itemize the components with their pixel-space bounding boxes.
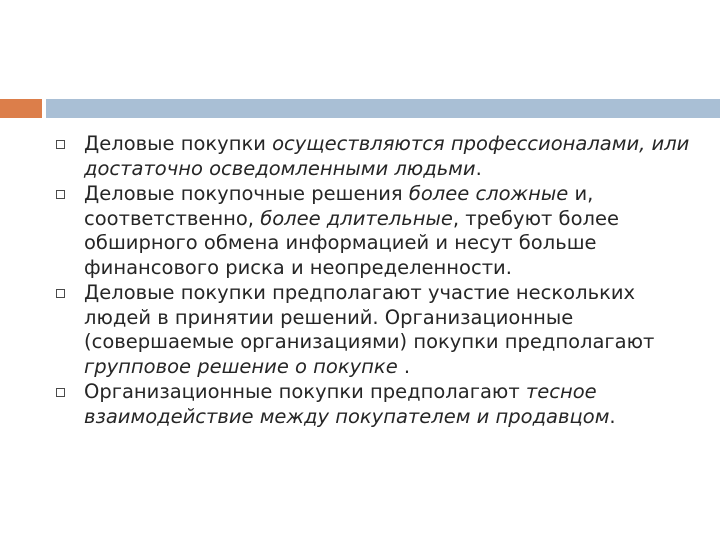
header-accent-orange	[0, 99, 42, 118]
square-bullet-icon	[56, 388, 65, 397]
square-bullet-icon	[56, 190, 65, 199]
square-bullet-icon	[56, 140, 65, 149]
bullet-text-segment-italic: осуществляются профессионалами, или достаточно осведомленными людьми	[84, 132, 690, 180]
header-accent-blue	[46, 99, 720, 118]
bullet-item	[56, 132, 696, 181]
square-bullet-icon	[56, 289, 65, 298]
bullet-text-segment: .	[475, 156, 482, 180]
bullet-text-segment-italic: групповое решение о покупке	[84, 354, 398, 378]
bullet-item	[56, 380, 696, 429]
bullet-text-segment: Деловые покупки	[84, 132, 273, 155]
bullet-list	[56, 132, 696, 430]
bullet-text-segment: .	[397, 354, 411, 378]
bullet-item	[56, 281, 696, 379]
bullet-text-segment: Организационные покупки предполагают	[84, 380, 526, 403]
bullet-text-segment: Деловые покупочные решения	[84, 182, 409, 205]
bullet-text-segment-italic: более сложные	[408, 182, 569, 205]
bullet-text-segment: .	[609, 404, 616, 428]
bullet-item	[56, 182, 696, 280]
bullet-text-segment-italic: тесное взаимодействие между покупателем и продавцом	[84, 380, 610, 428]
bullet-text-segment-italic: более длительные	[260, 206, 453, 230]
bullet-text-segment: Деловые покупки предполагают участие нескольких людей в принятии решений. Организационные (совершаемые организациями) покупки предполагают	[84, 281, 655, 353]
bullet-text-segment: и, соответственно,	[84, 182, 594, 230]
bullet-text-segment: , требуют более обширного обмена информацией и несут больше финансового риска и неопределенности.	[84, 206, 619, 279]
